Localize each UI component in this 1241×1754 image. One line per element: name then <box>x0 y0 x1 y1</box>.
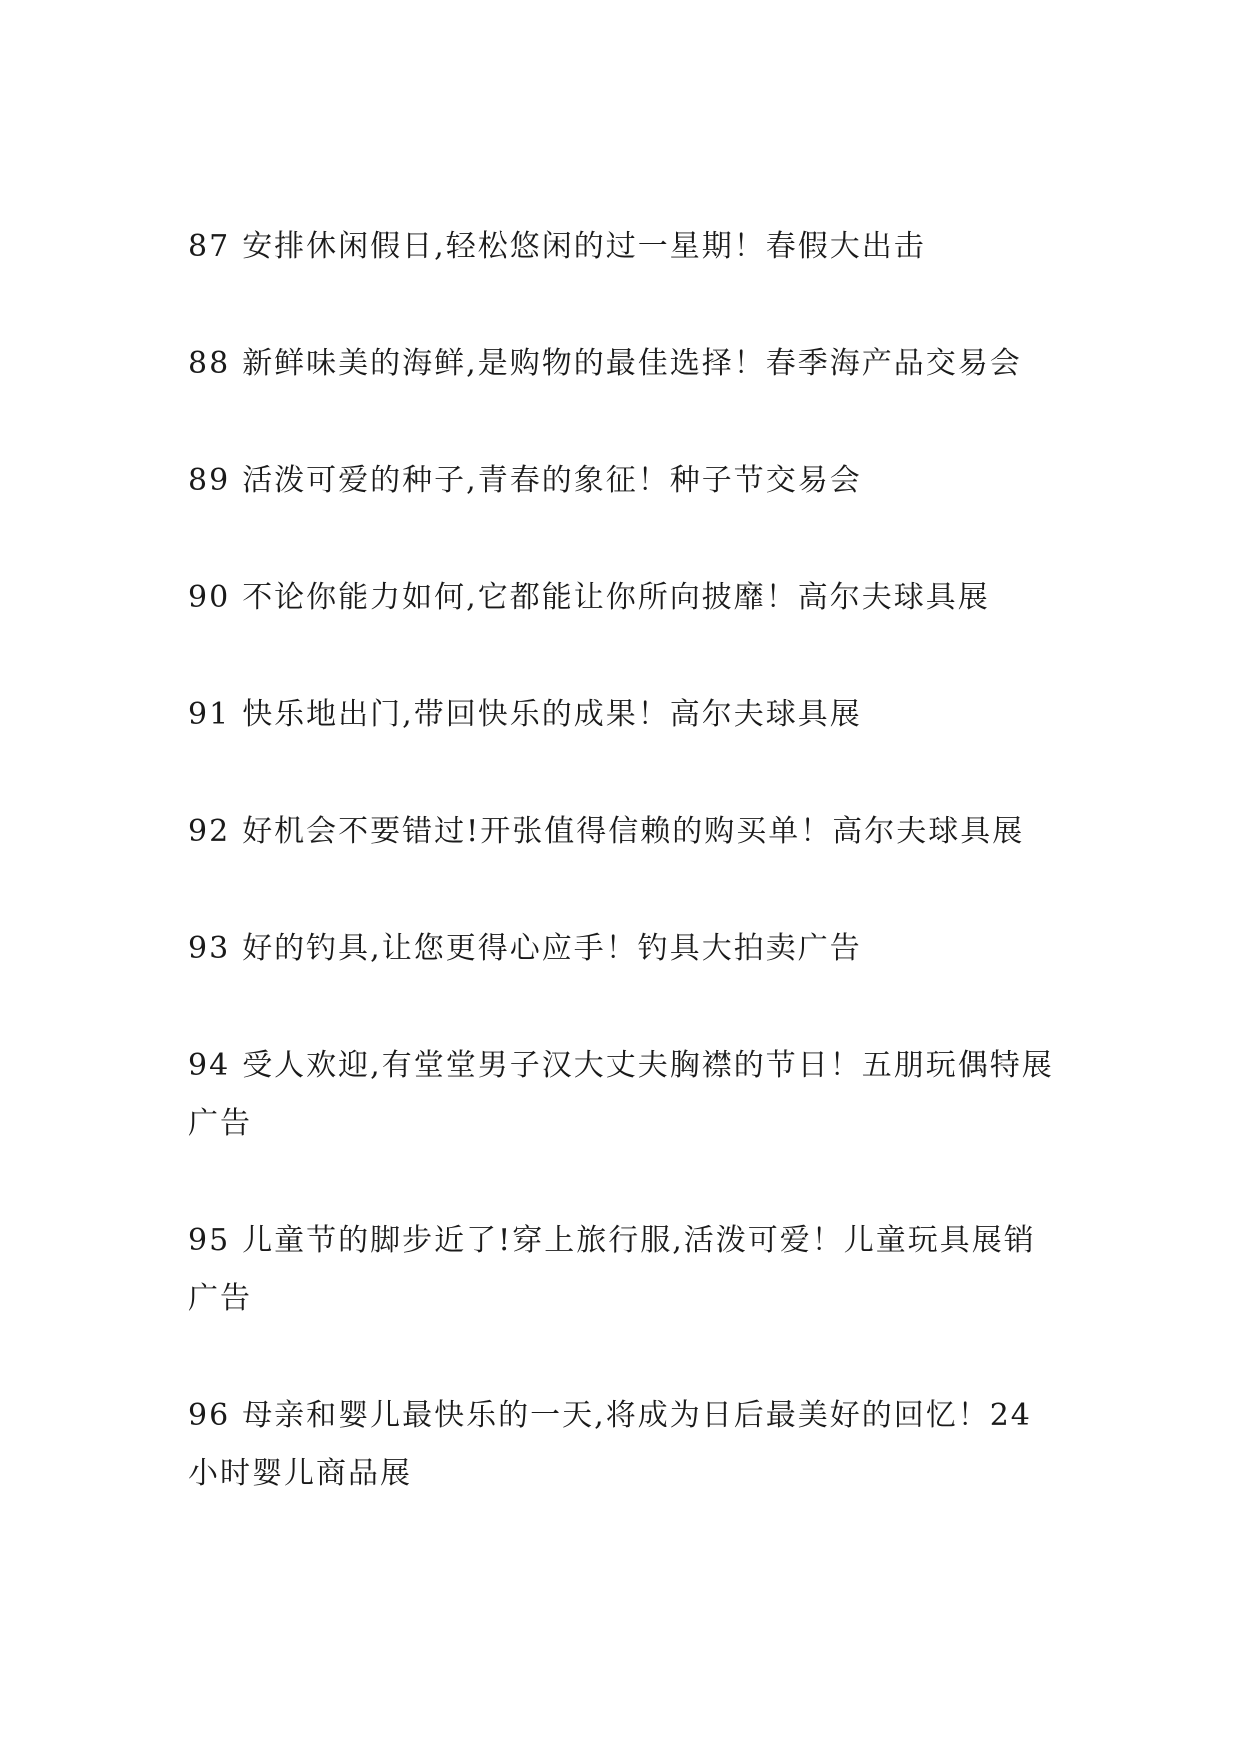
item-text: 新鲜味美的海鲜,是购物的最佳选择！春季海产品交易会 <box>242 346 1022 381</box>
list-item <box>188 686 1058 744</box>
item-number: 93 <box>188 931 231 966</box>
item-text: 母亲和婴儿最快乐的一天,将成为日后最美好的回忆！24小时婴儿商品展 <box>188 1398 1032 1491</box>
item-number: 87 <box>188 229 231 264</box>
item-number: 96 <box>188 1398 231 1433</box>
item-number: 89 <box>188 463 231 498</box>
item-number: 94 <box>188 1048 231 1083</box>
list-item <box>188 1037 1058 1153</box>
item-number: 91 <box>188 697 231 732</box>
list-item <box>188 452 1058 510</box>
list-item <box>188 803 1058 861</box>
item-text: 受人欢迎,有堂堂男子汉大丈夫胸襟的节日！五朋玩偶特展广告 <box>188 1048 1054 1141</box>
item-number: 88 <box>188 346 231 381</box>
item-number: 95 <box>188 1223 231 1258</box>
list-item <box>188 335 1058 393</box>
list-item <box>188 920 1058 978</box>
slogan-list <box>188 218 1058 1562</box>
item-number: 92 <box>188 814 231 849</box>
item-number: 90 <box>188 580 231 615</box>
item-text: 快乐地出门,带回快乐的成果！高尔夫球具展 <box>242 697 862 732</box>
item-text: 活泼可爱的种子,青春的象征！种子节交易会 <box>242 463 862 498</box>
item-text: 好的钓具,让您更得心应手！钓具大拍卖广告 <box>242 931 862 966</box>
list-item <box>188 1387 1058 1503</box>
item-text: 儿童节的脚步近了!穿上旅行服,活泼可爱！儿童玩具展销广告 <box>188 1223 1036 1316</box>
item-text: 安排休闲假日,轻松悠闲的过一星期！春假大出击 <box>242 229 926 264</box>
list-item <box>188 218 1058 276</box>
item-text: 不论你能力如何,它都能让你所向披靡！高尔夫球具展 <box>242 580 990 615</box>
item-text: 好机会不要错过!开张值得信赖的购买单！高尔夫球具展 <box>242 814 1025 849</box>
list-item <box>188 1212 1058 1328</box>
list-item <box>188 569 1058 627</box>
